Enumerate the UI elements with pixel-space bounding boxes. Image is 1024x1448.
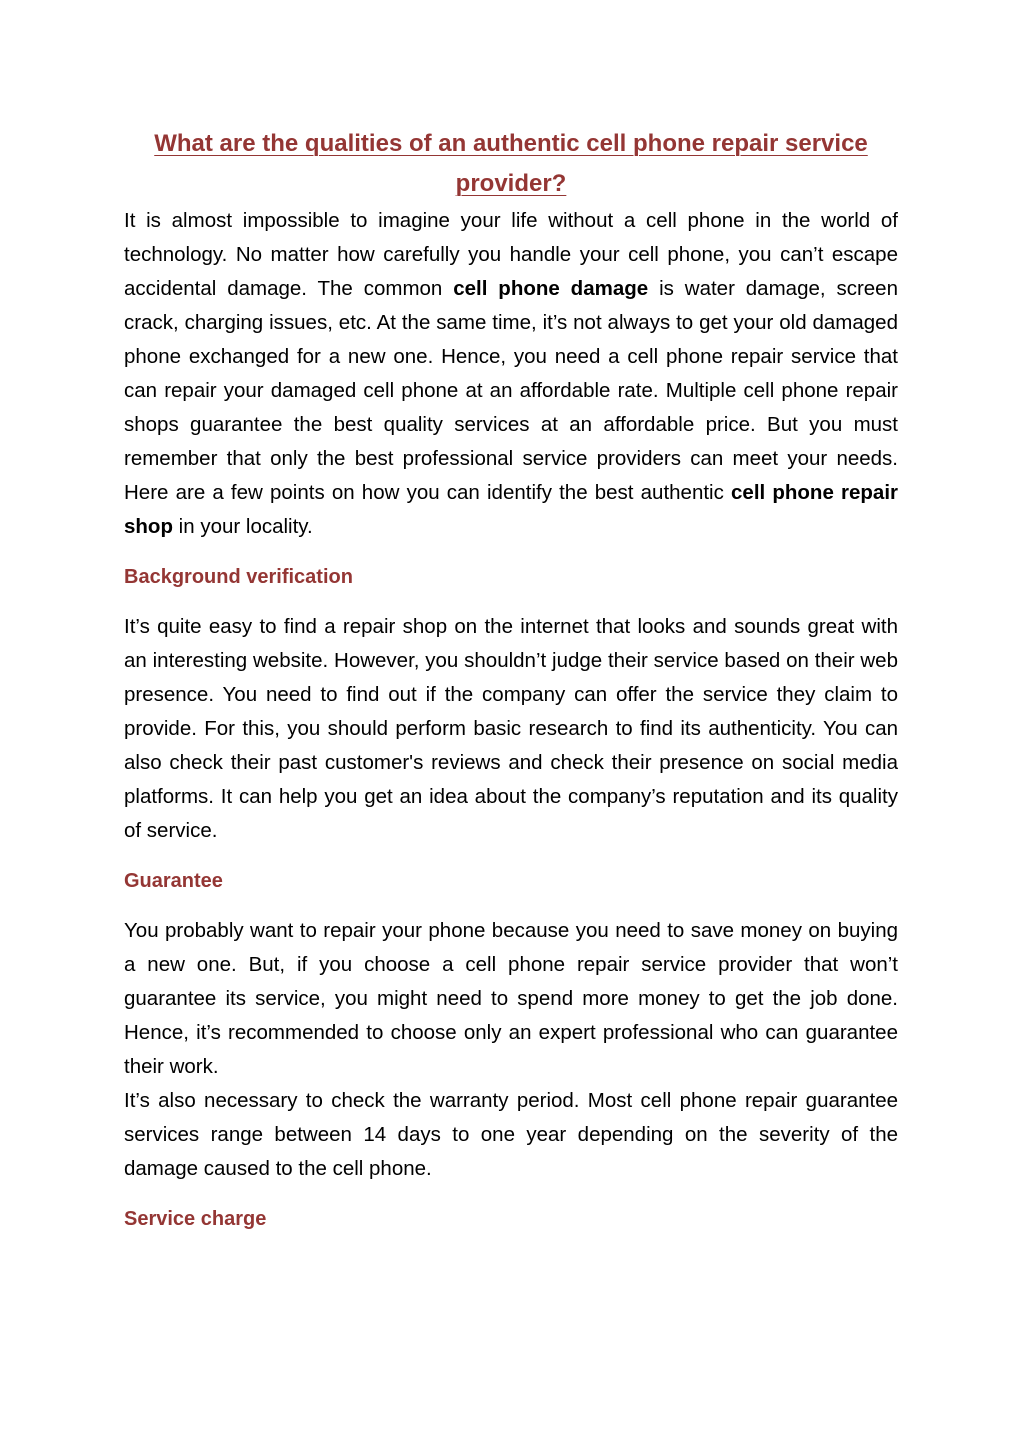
intro-text-2: is water damage, screen crack, charging issues, etc. At the same time, it’s not always to get your old damaged phone exchanged for a new one. Hence, you need a cell phone repair service that can repair your damaged cell phone at an affordable rate. Multiple cell phone repair shops guarantee the best quality services at an affordable price. But you must remember that only the best professional service providers can meet your needs. Here are a few points on how you can identify the best authentic	[124, 277, 898, 504]
intro-text-3: in your locality.	[172, 515, 313, 538]
guarantee-paragraph-1: You probably want to repair your phone because you need to save money on buying a new one. But, if you choose a cell phone repair service provider that won’t guarantee its service, you might need to spend more money to get the job done. Hence, it’s recommended to choose only an expert professional who can guarantee their work.	[124, 919, 898, 1078]
document-page	[124, 0, 898, 1252]
intro-text-1: It is almost impossible to imagine your life without a cell phone in the world of technology. No matter how carefully you handle your cell phone, you can’t escape accidental damage. The common	[124, 209, 898, 300]
guarantee-paragraph-2: It’s also necessary to check the warranty period. Most cell phone repair guarantee services range between 14 days to one year depending on the severity of the damage caused to the cell phone.	[124, 1089, 898, 1180]
intro-paragraph	[124, 204, 898, 544]
background-verification-paragraph: It’s quite easy to find a repair shop on the internet that looks and sounds great with an interesting website. However, you shouldn’t judge their service based on their web presence. You need to find out if the company can offer the service they claim to provide. For this, you should perform basic research to find its authenticity. You can also check their past customer's reviews and check their presence on social media platforms. It can help you get an idea about the company’s reputation and its quality of service.	[124, 615, 898, 842]
section-heading-service-charge: Service charge	[124, 1208, 267, 1230]
intro-bold-cell-phone-damage: cell phone damage	[453, 277, 649, 300]
section-heading-guarantee: Guarantee	[124, 870, 223, 892]
document-title: What are the qualities of an authentic cell phone repair service provider?	[154, 130, 868, 197]
intro-bold-cell-phone-repair-shop: cell phone repair shop	[124, 481, 898, 538]
section-heading-background-verification: Background verification	[124, 566, 353, 588]
